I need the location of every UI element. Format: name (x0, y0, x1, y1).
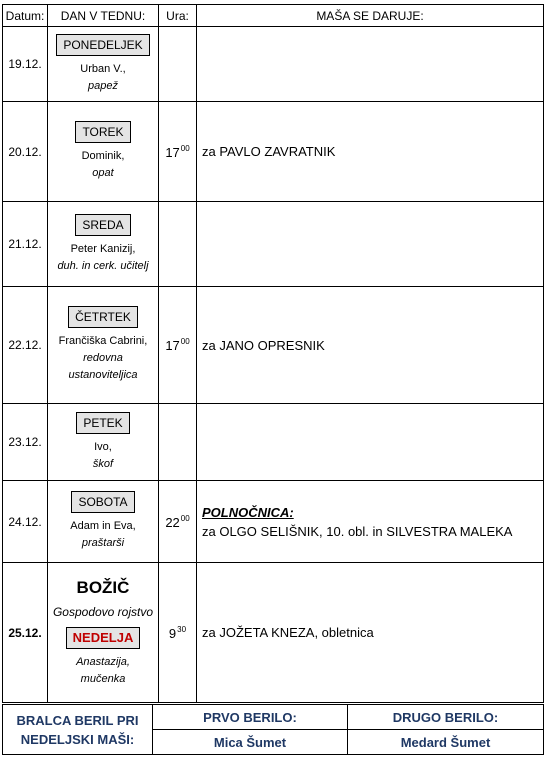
row-date: 25.12. (3, 563, 48, 703)
second-reading-label: DRUGO BERILO: (348, 705, 544, 730)
time-minute: 00 (180, 143, 190, 153)
mass-schedule-table (2, 4, 544, 703)
header-row (3, 5, 544, 27)
saint-name: Ivo, (94, 440, 112, 453)
row-time (159, 102, 197, 202)
row-time (159, 202, 197, 287)
mass-time (165, 338, 189, 353)
row-intentions (197, 481, 544, 563)
header-time: Ura: (159, 5, 197, 27)
table-row (3, 27, 544, 102)
saint-name: Urban V., (80, 62, 126, 75)
row-time (159, 287, 197, 404)
saint-name: Frančiška Cabrini, (58, 335, 148, 347)
first-reader-name: Mica Šumet (153, 730, 348, 755)
second-reader-name: Medard Šumet (348, 730, 544, 755)
mass-intention: za PAVLO ZAVRATNIK (202, 144, 336, 159)
feast-subtitle: Gospodovo rojstvo (52, 604, 154, 619)
day-name-sunday: NEDELJA (66, 627, 141, 649)
saint-of-day (48, 518, 158, 552)
saint-role: praštarši (81, 537, 125, 549)
saint-name: Dominik, (81, 150, 125, 162)
saint-role: opat (92, 167, 114, 179)
row-date: 23.12. (3, 404, 48, 481)
saint-of-day (48, 333, 158, 384)
time-minute: 00 (180, 513, 190, 523)
row-date: 22.12. (3, 287, 48, 404)
saint-name: Anastazija, (76, 655, 130, 668)
row-date: 19.12. (3, 27, 48, 102)
row-day-cell (48, 563, 159, 703)
day-name: PETEK (76, 412, 129, 434)
readers-header-row (3, 705, 544, 730)
table-row (3, 102, 544, 202)
table-row (3, 202, 544, 287)
first-reading-label: PRVO BERILO: (153, 705, 348, 730)
row-intentions (197, 202, 544, 287)
row-intentions (197, 287, 544, 404)
saint-name: Adam in Eva, (70, 520, 136, 532)
saint-of-day (48, 439, 158, 473)
time-hour: 22 (165, 514, 180, 530)
day-name: SOBOTA (71, 491, 134, 513)
row-time (159, 404, 197, 481)
readers-table (2, 704, 544, 755)
table-row (3, 287, 544, 404)
saint-of-day (48, 654, 158, 688)
christmas-row (3, 563, 544, 703)
mass-intention: za JOŽETA KNEZA, obletnica (202, 625, 374, 640)
time-hour: 17 (165, 144, 180, 160)
table-row (3, 404, 544, 481)
saint-of-day (48, 61, 158, 95)
row-date: 21.12. (3, 202, 48, 287)
header-date: Datum: (3, 5, 48, 27)
row-day-cell (48, 481, 159, 563)
readers-label: BRALCA BERIL PRI NEDELJSKI MAŠI: (3, 705, 153, 755)
header-mass: MAŠA SE DARUJE: (197, 5, 544, 27)
saint-role: redovna ustanoviteljica (68, 352, 138, 381)
mass-time (165, 515, 189, 530)
mass-time (165, 145, 189, 160)
time-minute: 30 (177, 624, 187, 634)
row-day-cell (48, 102, 159, 202)
row-date: 24.12. (3, 481, 48, 563)
row-time (159, 27, 197, 102)
row-date: 20.12. (3, 102, 48, 202)
saint-name: Peter Kanizij, (70, 242, 136, 255)
time-minute: 00 (180, 337, 190, 346)
row-day-cell (48, 202, 159, 287)
day-name: SREDA (75, 214, 130, 236)
mass-intention: za JANO OPRESNIK (202, 337, 325, 353)
midnight-mass-note: POLNOČNICA: (202, 504, 294, 520)
saint-role: mučenka (80, 672, 126, 685)
row-time (159, 481, 197, 563)
feast-title: BOŽIČ (76, 577, 130, 597)
mass-time (169, 626, 186, 641)
day-name: PONEDELJEK (56, 34, 149, 56)
row-intentions (197, 27, 544, 102)
row-intentions (197, 563, 544, 703)
day-name: TOREK (75, 121, 130, 143)
row-intentions (197, 404, 544, 481)
time-hour: 9 (168, 625, 177, 641)
row-day-cell (48, 287, 159, 404)
table-row (3, 481, 544, 563)
saint-of-day (48, 148, 158, 182)
saint-of-day (48, 241, 158, 275)
row-time (159, 563, 197, 703)
row-day-cell (48, 404, 159, 481)
mass-intention: za OLGO SELIŠNIK, 10. obl. in SILVESTRA MALEKA (202, 523, 513, 539)
row-day-cell (48, 27, 159, 102)
day-name: ČETRTEK (68, 306, 138, 328)
header-day: DAN V TEDNU: (48, 5, 159, 27)
saint-role: papež (88, 79, 118, 92)
saint-role: duh. in cerk. učitelj (57, 259, 149, 272)
row-intentions (197, 102, 544, 202)
saint-role: škof (92, 457, 114, 470)
time-hour: 17 (165, 338, 180, 353)
